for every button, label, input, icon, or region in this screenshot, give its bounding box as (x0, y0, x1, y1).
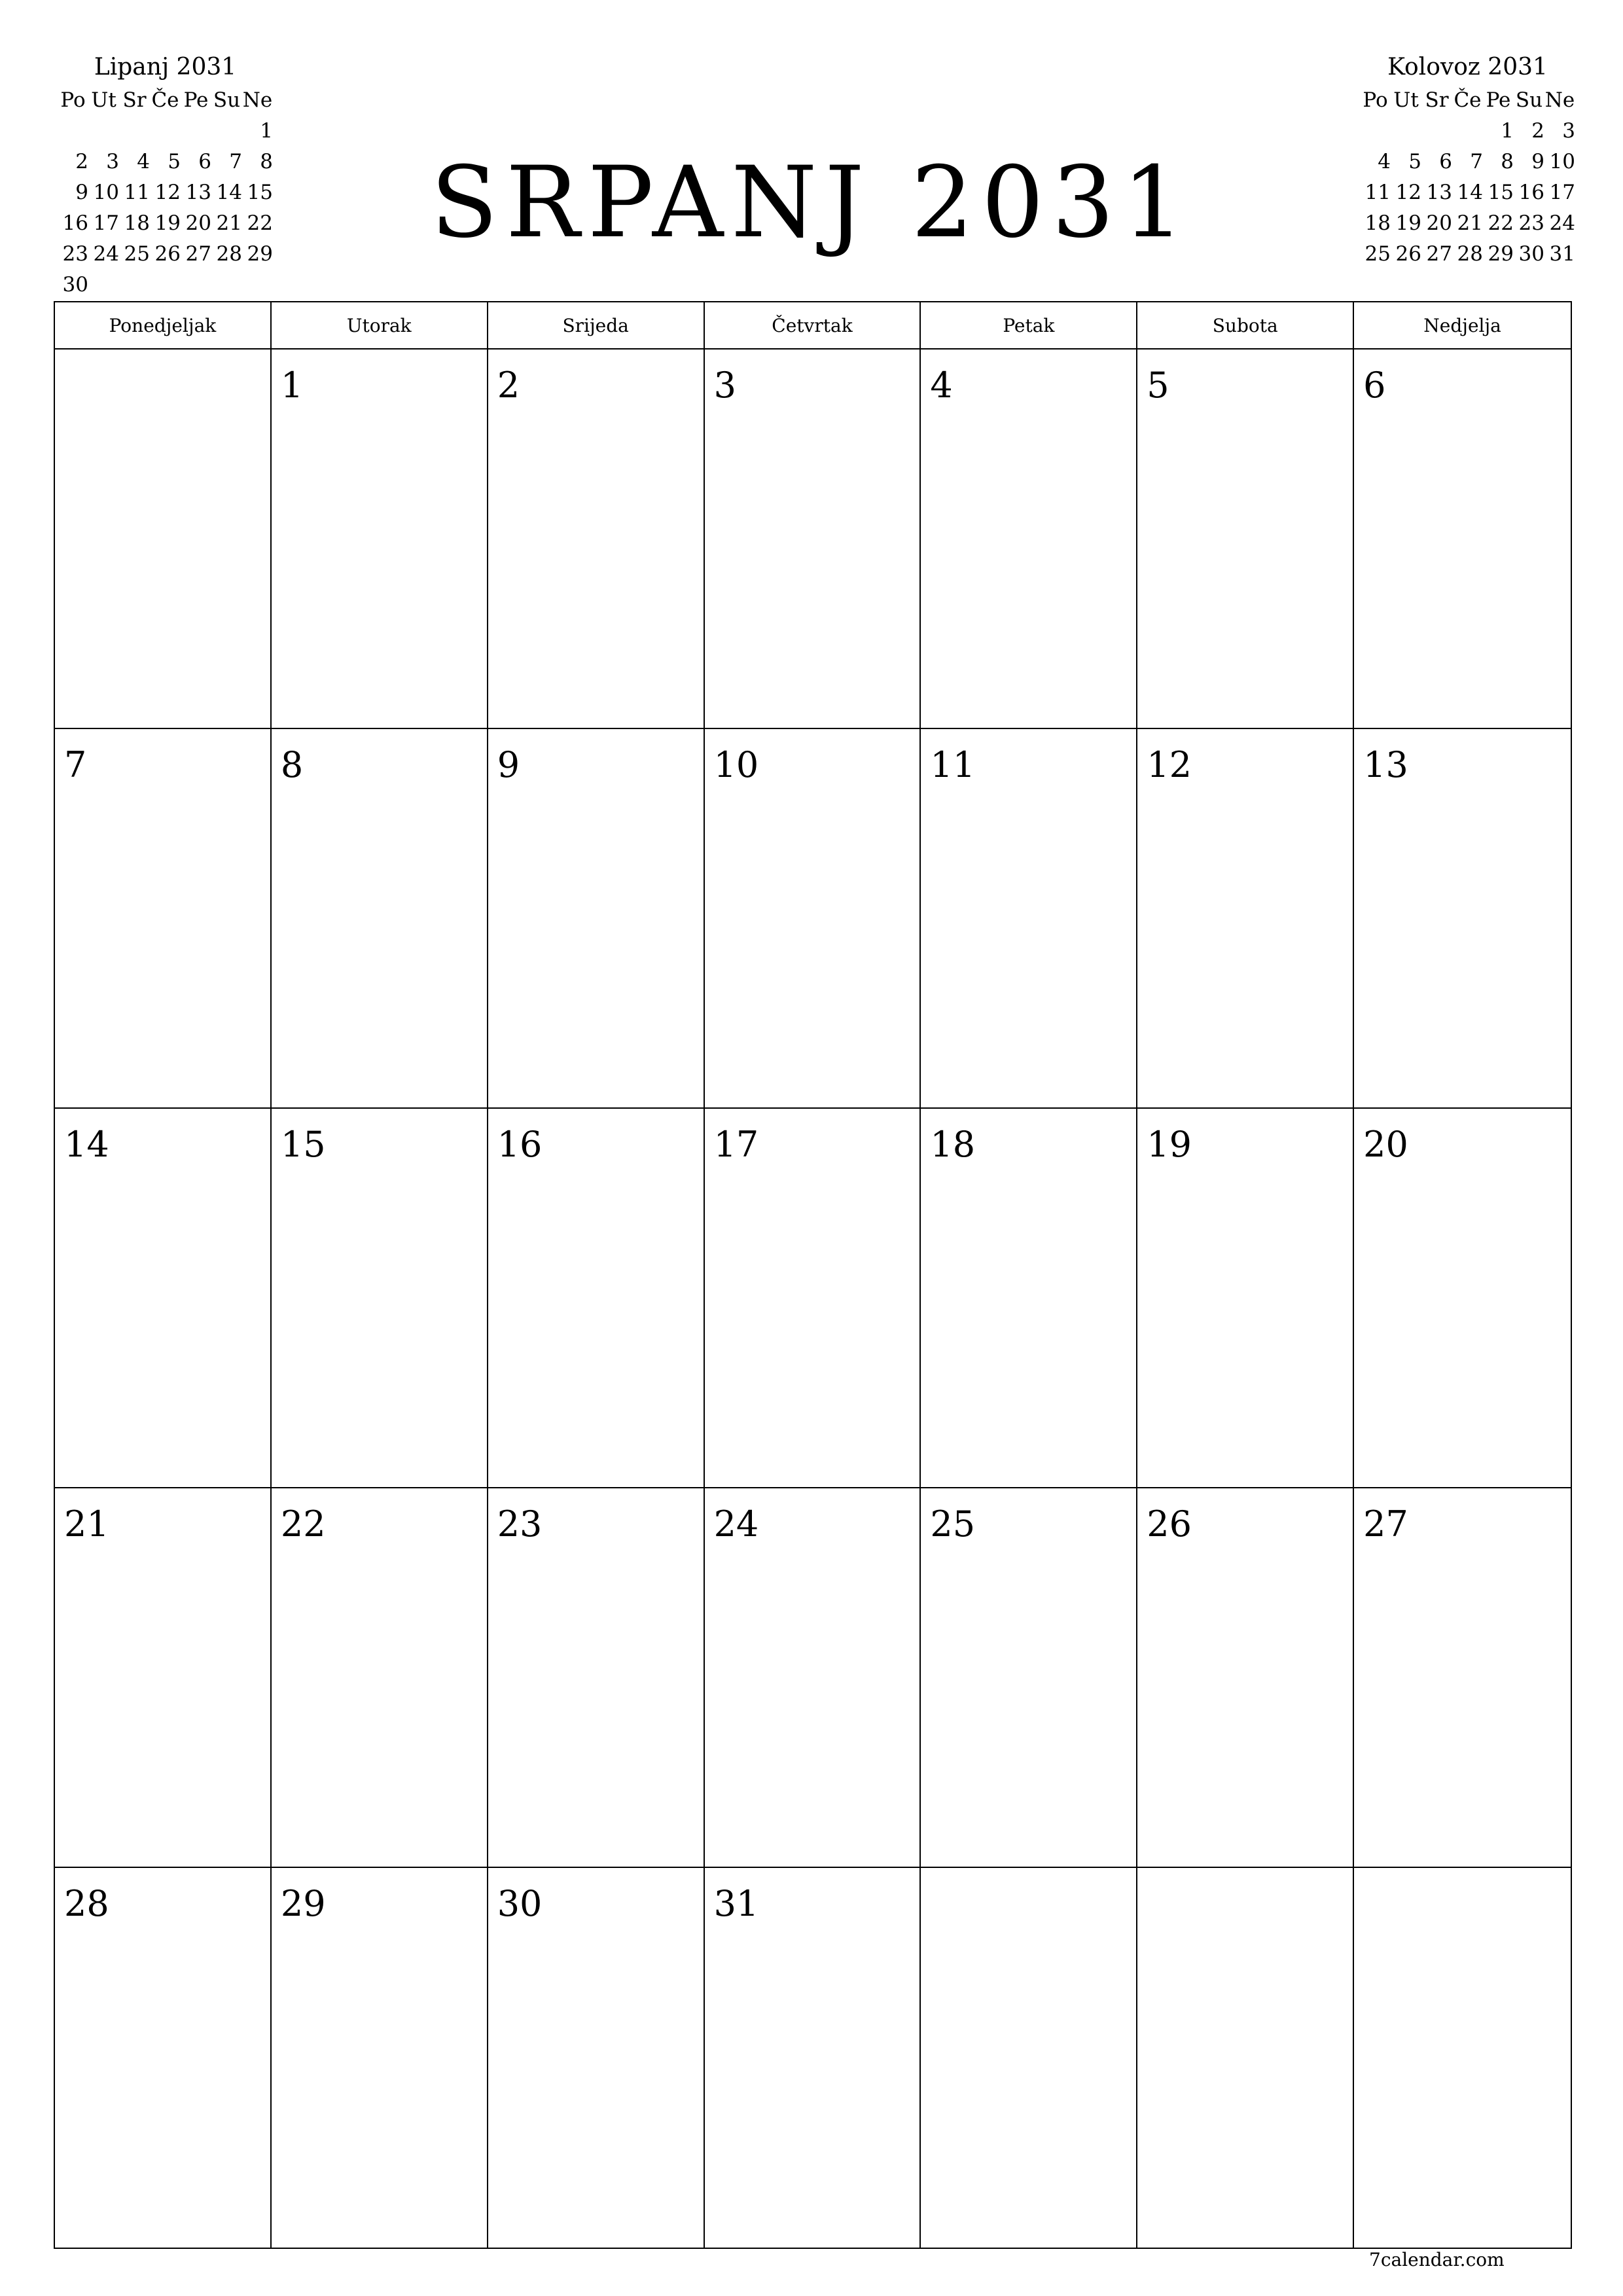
day-number: 11 (930, 744, 976, 785)
day-cell[interactable] (921, 350, 1137, 729)
mini-day: 12 (1395, 181, 1421, 204)
mini-day (1452, 116, 1483, 147)
day-number: 26 (1147, 1503, 1192, 1545)
mini-day (1421, 116, 1452, 147)
mini-day (150, 270, 181, 300)
mini-day: 1 (260, 119, 273, 143)
mini-day: 31 (1549, 242, 1575, 266)
mini-weekday-label: Če (1454, 88, 1482, 112)
mini-day (181, 270, 211, 300)
mini-day: 7 (1470, 150, 1483, 173)
day-number: 19 (1147, 1124, 1192, 1165)
weekday-label: Petak (921, 302, 1137, 350)
day-cell[interactable] (705, 1488, 921, 1868)
day-cell[interactable] (1137, 1868, 1354, 2248)
day-number: 8 (280, 744, 304, 785)
day-cell[interactable] (1354, 1868, 1571, 2248)
mini-day: 26 (154, 242, 181, 266)
next-month-calendar (1360, 51, 1575, 270)
day-number: 4 (930, 365, 953, 406)
mini-day: 19 (1395, 211, 1421, 235)
mini-day (119, 270, 150, 300)
mini-day (242, 270, 273, 300)
mini-weekday-label: Pe (183, 88, 209, 112)
day-cell[interactable] (1137, 1488, 1354, 1868)
mini-day: 7 (229, 150, 242, 173)
mini-day: 25 (1364, 242, 1391, 266)
mini-day: 16 (1518, 181, 1544, 204)
day-cell[interactable] (55, 350, 272, 729)
mini-day: 9 (75, 181, 88, 204)
mini-day: 23 (1518, 211, 1544, 235)
mini-day: 11 (1364, 181, 1391, 204)
mini-day: 14 (216, 181, 242, 204)
day-cell[interactable] (55, 1109, 272, 1488)
mini-day (211, 270, 242, 300)
day-cell[interactable] (1137, 1109, 1354, 1488)
day-cell[interactable] (272, 729, 488, 1109)
mini-day: 18 (124, 211, 150, 235)
day-number: 3 (713, 365, 736, 406)
month-grid (54, 301, 1572, 2249)
mini-day: 4 (137, 150, 150, 173)
day-number: 27 (1363, 1503, 1408, 1545)
day-cell[interactable] (705, 729, 921, 1109)
day-number: 15 (280, 1124, 326, 1165)
mini-day: 24 (93, 242, 119, 266)
mini-day: 17 (93, 211, 119, 235)
day-cell[interactable] (272, 350, 488, 729)
page-title: SRPANJ 2031 (431, 146, 1192, 260)
mini-day: 20 (1426, 211, 1452, 235)
day-cell[interactable] (488, 1868, 705, 2248)
prev-month-title: Lipanj 2031 (94, 54, 237, 81)
day-cell[interactable] (55, 729, 272, 1109)
day-number: 25 (930, 1503, 976, 1545)
day-number: 20 (1363, 1124, 1408, 1165)
mini-day: 13 (1426, 181, 1452, 204)
day-cell[interactable] (921, 1109, 1137, 1488)
mini-weekday-label: Po (60, 88, 86, 112)
mini-day (1360, 116, 1391, 147)
day-number: 24 (713, 1503, 759, 1545)
day-number: 22 (280, 1503, 326, 1545)
weekday-label: Nedjelja (1354, 302, 1571, 350)
mini-day: 11 (124, 181, 150, 204)
day-number: 31 (713, 1883, 759, 1924)
day-number: 23 (497, 1503, 543, 1545)
mini-day: 17 (1549, 181, 1575, 204)
day-cell[interactable] (921, 729, 1137, 1109)
day-number: 9 (497, 744, 520, 785)
mini-day: 23 (62, 242, 88, 266)
mini-day: 30 (1518, 242, 1544, 266)
weekday-label: Srijeda (488, 302, 705, 350)
day-cell[interactable] (705, 350, 921, 729)
day-cell[interactable] (55, 1868, 272, 2248)
mini-day: 28 (1457, 242, 1483, 266)
mini-day: 29 (1488, 242, 1514, 266)
day-number: 21 (64, 1503, 109, 1545)
mini-day: 2 (1531, 119, 1544, 143)
day-number: 6 (1363, 365, 1386, 406)
day-number: 13 (1363, 744, 1408, 785)
mini-day: 18 (1364, 211, 1391, 235)
mini-day: 8 (1501, 150, 1514, 173)
mini-day: 20 (185, 211, 211, 235)
mini-weekday-label: Ut (91, 88, 116, 112)
mini-day: 12 (154, 181, 181, 204)
mini-day: 2 (75, 150, 88, 173)
mini-day: 26 (1395, 242, 1421, 266)
weekday-label: Ponedjeljak (55, 302, 272, 350)
mini-day: 29 (247, 242, 273, 266)
weekday-label: Utorak (272, 302, 488, 350)
day-number: 18 (930, 1124, 976, 1165)
day-number: 17 (713, 1124, 759, 1165)
mini-day: 30 (62, 273, 88, 296)
day-cell[interactable] (705, 1868, 921, 2248)
mini-day: 8 (260, 150, 273, 173)
weekday-label: Subota (1137, 302, 1354, 350)
mini-weekday-label: Po (1363, 88, 1388, 112)
mini-day: 6 (198, 150, 211, 173)
mini-day: 21 (216, 211, 242, 235)
mini-day: 22 (1488, 211, 1514, 235)
mini-weekday-label: Sr (1425, 88, 1449, 112)
day-cell[interactable] (921, 1488, 1137, 1868)
mini-day: 25 (124, 242, 150, 266)
mini-day: 13 (185, 181, 211, 204)
mini-weekday-label: Sr (122, 88, 147, 112)
mini-day: 15 (247, 181, 273, 204)
mini-day: 22 (247, 211, 273, 235)
weekday-label: Četvrtak (705, 302, 921, 350)
mini-weekday-label: Če (151, 88, 179, 112)
mini-day: 14 (1457, 181, 1483, 204)
mini-day: 27 (1426, 242, 1452, 266)
day-number: 14 (64, 1124, 109, 1165)
day-cell[interactable] (1354, 350, 1571, 729)
mini-day: 19 (154, 211, 181, 235)
mini-day: 27 (185, 242, 211, 266)
mini-day: 21 (1457, 211, 1483, 235)
mini-weekday-label: Pe (1486, 88, 1511, 112)
mini-day: 4 (1378, 150, 1391, 173)
day-number: 30 (497, 1883, 543, 1924)
day-number: 5 (1147, 365, 1169, 406)
mini-weekday-label: Ne (242, 88, 273, 112)
mini-day: 10 (93, 181, 119, 204)
mini-day: 1 (1501, 119, 1514, 143)
mini-weekday-label: Su (213, 88, 241, 112)
mini-day (1391, 116, 1421, 147)
mini-day: 6 (1439, 150, 1452, 173)
weekday-header (55, 302, 1571, 350)
day-cell[interactable] (1137, 350, 1354, 729)
day-number: 10 (713, 744, 759, 785)
mini-day: 5 (1408, 150, 1421, 173)
day-cell[interactable] (1354, 1488, 1571, 1868)
next-month-grid (1360, 85, 1575, 270)
day-cell[interactable] (1354, 1109, 1571, 1488)
day-number: 28 (64, 1883, 109, 1924)
mini-day: 3 (1562, 119, 1575, 143)
day-cell[interactable] (272, 1109, 488, 1488)
mini-day: 16 (62, 211, 88, 235)
day-cell[interactable] (55, 1488, 272, 1868)
day-cell[interactable] (921, 1868, 1137, 2248)
day-cell[interactable] (1137, 729, 1354, 1109)
day-cells (55, 350, 1571, 2248)
day-cell[interactable] (1354, 729, 1571, 1109)
day-number: 16 (497, 1124, 543, 1165)
mini-weekday-label: Ut (1393, 88, 1419, 112)
mini-day: 24 (1549, 211, 1575, 235)
day-cell[interactable] (488, 729, 705, 1109)
day-cell[interactable] (488, 1488, 705, 1868)
mini-day: 15 (1488, 181, 1514, 204)
mini-day: 9 (1531, 150, 1544, 173)
mini-day: 3 (106, 150, 119, 173)
day-number: 12 (1147, 744, 1192, 785)
mini-weekday-label: Ne (1544, 88, 1575, 112)
day-cell[interactable] (272, 1868, 488, 2248)
footer-source: 7calendar.com (1369, 2249, 1505, 2270)
day-cell[interactable] (488, 350, 705, 729)
mini-weekday-label: Su (1515, 88, 1543, 112)
next-month-title: Kolovoz 2031 (1387, 54, 1548, 81)
day-number: 2 (497, 365, 520, 406)
day-number: 1 (280, 365, 304, 406)
mini-day: 5 (168, 150, 181, 173)
mini-day: 10 (1549, 150, 1575, 173)
day-number: 29 (280, 1883, 326, 1924)
mini-day: 28 (216, 242, 242, 266)
day-cell[interactable] (705, 1109, 921, 1488)
mini-day (88, 270, 119, 300)
day-cell[interactable] (488, 1109, 705, 1488)
day-number: 7 (64, 744, 87, 785)
day-cell[interactable] (272, 1488, 488, 1868)
